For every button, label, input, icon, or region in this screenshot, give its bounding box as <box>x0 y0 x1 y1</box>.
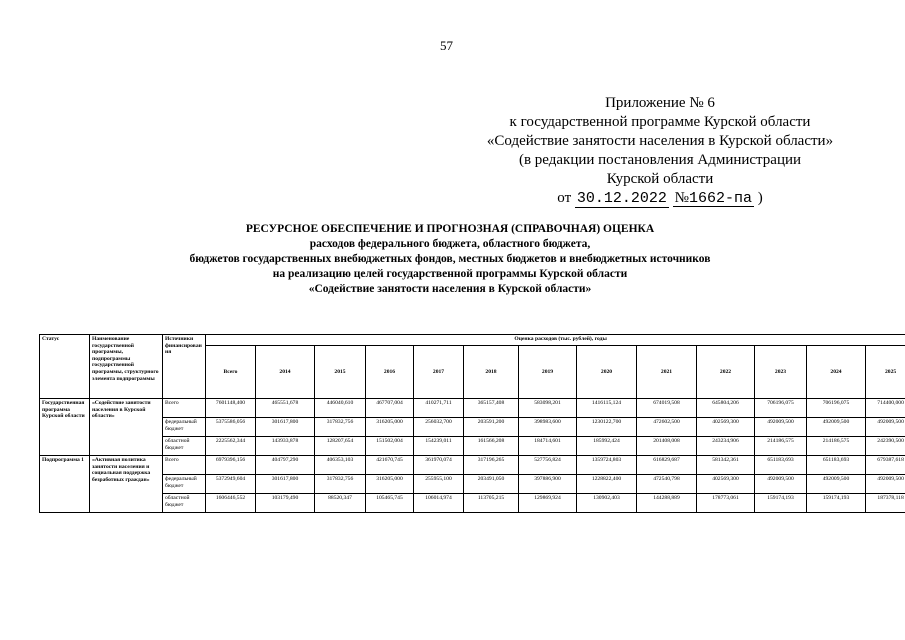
value-cell: 203591,200 <box>464 418 519 437</box>
title-line: бюджетов государственных внебюджетных фондов, местных бюджетов и внебюджетных источников <box>189 253 711 265</box>
table-row <box>40 475 905 494</box>
value-cell: 316205,000 <box>366 475 414 494</box>
title-line: на реализацию целей государственной программы Курской области <box>272 268 628 280</box>
value-cell: 184714,601 <box>519 437 577 456</box>
table-row <box>40 494 905 513</box>
value-cell: 679387,618 <box>866 456 905 475</box>
value-cell: 1230122,700 <box>577 418 637 437</box>
value-cell: 316205,000 <box>366 418 414 437</box>
value-cell: 256032,700 <box>414 418 464 437</box>
table-row <box>40 418 905 437</box>
value-cell: 159174,193 <box>755 494 807 513</box>
decree-number: 1662-па <box>688 190 752 207</box>
value-cell: 402569,300 <box>697 475 755 494</box>
row-status: Подпрограмма 1 <box>40 456 90 513</box>
value-cell: 651183,693 <box>807 456 866 475</box>
value-cell: 492009,500 <box>807 418 866 437</box>
title-line: «Содействие занятости населения в Курской области» <box>308 283 592 295</box>
value-cell: 465551,678 <box>256 399 315 418</box>
value-cell: 7601148,400 <box>206 399 256 418</box>
header-year: 2024 <box>807 346 866 399</box>
value-cell: 154239,011 <box>414 437 464 456</box>
page-number: 57 <box>440 38 453 53</box>
value-cell: 1416115,124 <box>577 399 637 418</box>
row-source: областной бюджет <box>163 494 206 513</box>
value-cell: 365157,408 <box>464 399 519 418</box>
value-cell: 706196,075 <box>755 399 807 418</box>
number-prefix: № <box>674 190 689 206</box>
value-cell: 651183,693 <box>755 456 807 475</box>
value-cell: 113705,215 <box>464 494 519 513</box>
value-cell: 398983,600 <box>519 418 577 437</box>
value-cell: 129869,924 <box>519 494 577 513</box>
value-cell: 301617,800 <box>256 475 315 494</box>
value-cell: 446040,610 <box>315 399 366 418</box>
value-cell: 527756,824 <box>519 456 577 475</box>
value-cell: 404797,290 <box>256 456 315 475</box>
value-cell: 106014,974 <box>414 494 464 513</box>
appendix-line: «Содействие занятости населения в Курской области» <box>486 133 834 149</box>
value-cell: 130902,403 <box>577 494 637 513</box>
header-year: 2018 <box>464 346 519 399</box>
value-cell: 397886,900 <box>519 475 577 494</box>
value-cell: 492009,500 <box>866 475 905 494</box>
header-year: 2020 <box>577 346 637 399</box>
value-cell: 105465,745 <box>366 494 414 513</box>
value-cell: 583098,201 <box>519 399 577 418</box>
header-name: Наименование государственной программы, подпрограммы государственной программы, структурного элемента подпрограммы <box>90 335 163 399</box>
value-cell: 406353,103 <box>315 456 366 475</box>
header-year: 2025 <box>866 346 905 399</box>
header-year: 2016 <box>366 346 414 399</box>
value-cell: 361970,074 <box>414 456 464 475</box>
value-cell: 144288,889 <box>637 494 697 513</box>
value-cell: 492009,500 <box>866 418 905 437</box>
value-cell: 714400,000 <box>866 399 905 418</box>
appendix-line: (в редакции постановления Администрации <box>518 152 802 168</box>
value-cell: 410271,711 <box>414 399 464 418</box>
appendix-date-line <box>557 189 762 208</box>
decree-date: 30.12.2022 <box>576 190 667 207</box>
value-cell: 581342,361 <box>697 456 755 475</box>
value-cell: 187378,118 <box>866 494 905 513</box>
row-source: областной бюджет <box>163 437 206 456</box>
title-line: РЕСУРСНОЕ ОБЕСПЕЧЕНИЕ И ПРОГНОЗНАЯ (СПРАВОЧНАЯ) ОЦЕНКА <box>245 223 655 235</box>
header-source: Источники финансирования <box>163 335 206 399</box>
value-cell: 214186,575 <box>755 437 807 456</box>
value-cell: 5372949,604 <box>206 475 256 494</box>
row-source: Всего <box>163 399 206 418</box>
value-cell: 1228822,400 <box>577 475 637 494</box>
header-estimate: Оценка расходов (тыс. рублей), годы <box>206 335 905 346</box>
closing-bracket: ) <box>757 190 763 206</box>
value-cell: 88520,347 <box>315 494 366 513</box>
value-cell: 201408,008 <box>637 437 697 456</box>
value-cell: 492009,500 <box>755 418 807 437</box>
appendix-line: Курской области <box>606 171 714 187</box>
value-cell: 161566,208 <box>464 437 519 456</box>
value-cell: 706196,075 <box>807 399 866 418</box>
value-cell: 317832,756 <box>315 475 366 494</box>
header-year: 2019 <box>519 346 577 399</box>
row-source: федеральный бюджет <box>163 475 206 494</box>
value-cell: 242390,500 <box>866 437 905 456</box>
value-cell: 492009,500 <box>755 475 807 494</box>
value-cell: 128207,654 <box>315 437 366 456</box>
header-year: 2014 <box>256 346 315 399</box>
value-cell: 203491,050 <box>464 475 519 494</box>
value-cell: 301617,800 <box>256 418 315 437</box>
row-status: Государственная программа Курской области <box>40 399 90 456</box>
appendix-block <box>470 94 850 208</box>
header-year: Всего <box>206 346 256 399</box>
value-cell: 402569,300 <box>697 418 755 437</box>
value-cell: 472540,798 <box>637 475 697 494</box>
header-year: 2017 <box>414 346 464 399</box>
value-cell: 178773,061 <box>697 494 755 513</box>
value-cell: 674019,508 <box>637 399 697 418</box>
value-cell: 472602,500 <box>637 418 697 437</box>
resource-table <box>39 334 905 513</box>
header-year: 2022 <box>697 346 755 399</box>
value-cell: 421670,745 <box>366 456 414 475</box>
value-cell: 159174,193 <box>807 494 866 513</box>
table-row <box>40 456 905 475</box>
table-row <box>40 437 905 456</box>
value-cell: 1606446,552 <box>206 494 256 513</box>
row-name: «Содействие занятости населения в Курской области» <box>90 399 163 456</box>
title-line: расходов федерального бюджета, областного бюджета, <box>309 238 591 250</box>
value-cell: 214186,575 <box>807 437 866 456</box>
value-cell: 255955,100 <box>414 475 464 494</box>
document-title <box>120 222 780 297</box>
value-cell: 5375586,056 <box>206 418 256 437</box>
header-year: 2021 <box>637 346 697 399</box>
value-cell: 1359724,803 <box>577 456 637 475</box>
value-cell: 492009,500 <box>807 475 866 494</box>
value-cell: 151502,004 <box>366 437 414 456</box>
appendix-line: к государственной программе Курской области <box>509 114 811 130</box>
appendix-line: Приложение № 6 <box>605 95 715 111</box>
date-prefix: от <box>557 190 572 206</box>
header-status: Статус <box>40 335 90 399</box>
table-row <box>40 399 905 418</box>
header-year: 2023 <box>755 346 807 399</box>
value-cell: 317832,756 <box>315 418 366 437</box>
value-cell: 317196,265 <box>464 456 519 475</box>
row-source: Всего <box>163 456 206 475</box>
value-cell: 185992,424 <box>577 437 637 456</box>
row-source: федеральный бюджет <box>163 418 206 437</box>
value-cell: 143933,878 <box>256 437 315 456</box>
header-year: 2015 <box>315 346 366 399</box>
value-cell: 6979396,156 <box>206 456 256 475</box>
row-name: «Активная политика занятости населения и социальная поддержка безработных граждан» <box>90 456 163 513</box>
value-cell: 2225562,344 <box>206 437 256 456</box>
value-cell: 616829,687 <box>637 456 697 475</box>
value-cell: 645804,206 <box>697 399 755 418</box>
value-cell: 467707,004 <box>366 399 414 418</box>
value-cell: 243234,906 <box>697 437 755 456</box>
value-cell: 103179,490 <box>256 494 315 513</box>
